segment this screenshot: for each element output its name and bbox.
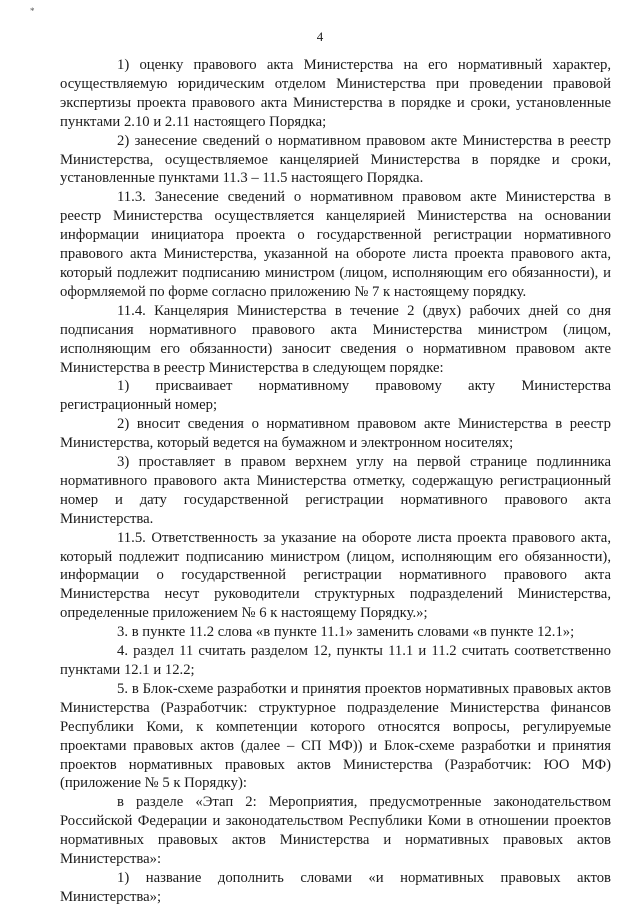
document-body: [60, 56, 611, 907]
corner-mark: *: [30, 6, 35, 16]
paragraph-stage-2: в разделе «Этап 2: Мероприятия, предусмотренные законодательством Российской Федерации и законодательством Республики Коми в отношении проектов нормативных правовых актов Министерства и нормативных правовых актов Министерства»:: [60, 794, 611, 868]
paragraph-2: 2) занесение сведений о нормативном правовом акте Министерства в реестр Министерства, осуществляемое канцелярией Министерства в порядке и сроки, установленные пунктами 11.3 – 11.5 настоящего Порядка.: [60, 132, 611, 187]
paragraph-stage-2-item-1: 1) название дополнить словами «и нормативных правовых актов Министерства»;: [60, 869, 611, 905]
paragraph-item-3: 3. в пункте 11.2 слова «в пункте 11.1» заменить словами «в пункте 12.1»;: [117, 624, 575, 641]
paragraph-11-4: 11.4. Канцелярия Министерства в течение 2 (двух) рабочих дней со дня подписания нормативного правового акта Министерства министром (лицом, исполняющим его обязанности) заносит сведения о нормативном правовом акте Министерства в реестр Министерства в следующем порядке:: [60, 302, 611, 376]
paragraph-item-5: 5. в Блок-схеме разработки и принятия проектов нормативных правовых актов Министерства (Разработчик: структурное подразделение Министерства финансов Республики Коми, к компетенции которого относятся вопросы, регулируемые проектами правовых актов (далее – СП МФ)) и Блок-схеме разработки и принятия проектов нормативных правовых актов Министерства (Разработчик: ЮО МФ) (приложение № 5 к Порядку):: [60, 680, 611, 792]
paragraph-1: 1) оценку правового акта Министерства на его нормативный характер, осуществляемую юридическим отделом Министерства при проведении правовой экспертизы проекта правового акта Министерства в порядке и сроки, установленные пунктами 2.10 и 2.11 настоящего Порядка;: [60, 57, 611, 130]
paragraph-11-3: 11.3. Занесение сведений о нормативном правовом акте Министерства в реестр Министерства осуществляется канцелярией Министерства на основании информации инициатора проекта о государственной регистрации нормативного правового акта Министерства, указанной на обороте листа проекта правового акта, который подлежит подписанию министром (лицом, исполняющим его обязанности), и оформляемой по форме согласно приложению № 7 к настоящему порядку.: [60, 189, 611, 300]
page-number: 4: [316, 29, 324, 44]
paragraph-11-4-item-2: 2) вносит сведения о нормативном правовом акте Министерства в реестр Министерства, который ведется на бумажном и электронном носителях;: [60, 416, 611, 452]
paragraph-11-5: 11.5. Ответственность за указание на обороте листа проекта правового акта, который подлежит подписанию министром (лицом, исполняющим его обязанности), информации о государственной регистрации нормативного правового акта Министерства несут руководители структурных подразделений Министерства, определенные приложением № 6 к настоящему Порядку.»;: [60, 529, 611, 622]
paragraph-11-4-item-3: 3) проставляет в правом верхнем углу на первой странице подлинника нормативного правового акта Министерства отметку, содержащую регистрационный номер и дату государственной регистрации нормативного правового акта Министерства.: [60, 454, 611, 527]
paragraph-11-4-item-1: 1) присваивает нормативному правовому акту Министерства регистрационный номер;: [60, 378, 611, 414]
paragraph-item-4: 4. раздел 11 считать разделом 12, пункты 11.1 и 11.2 считать соответственно пунктами 12.1 и 12.2;: [60, 643, 611, 678]
